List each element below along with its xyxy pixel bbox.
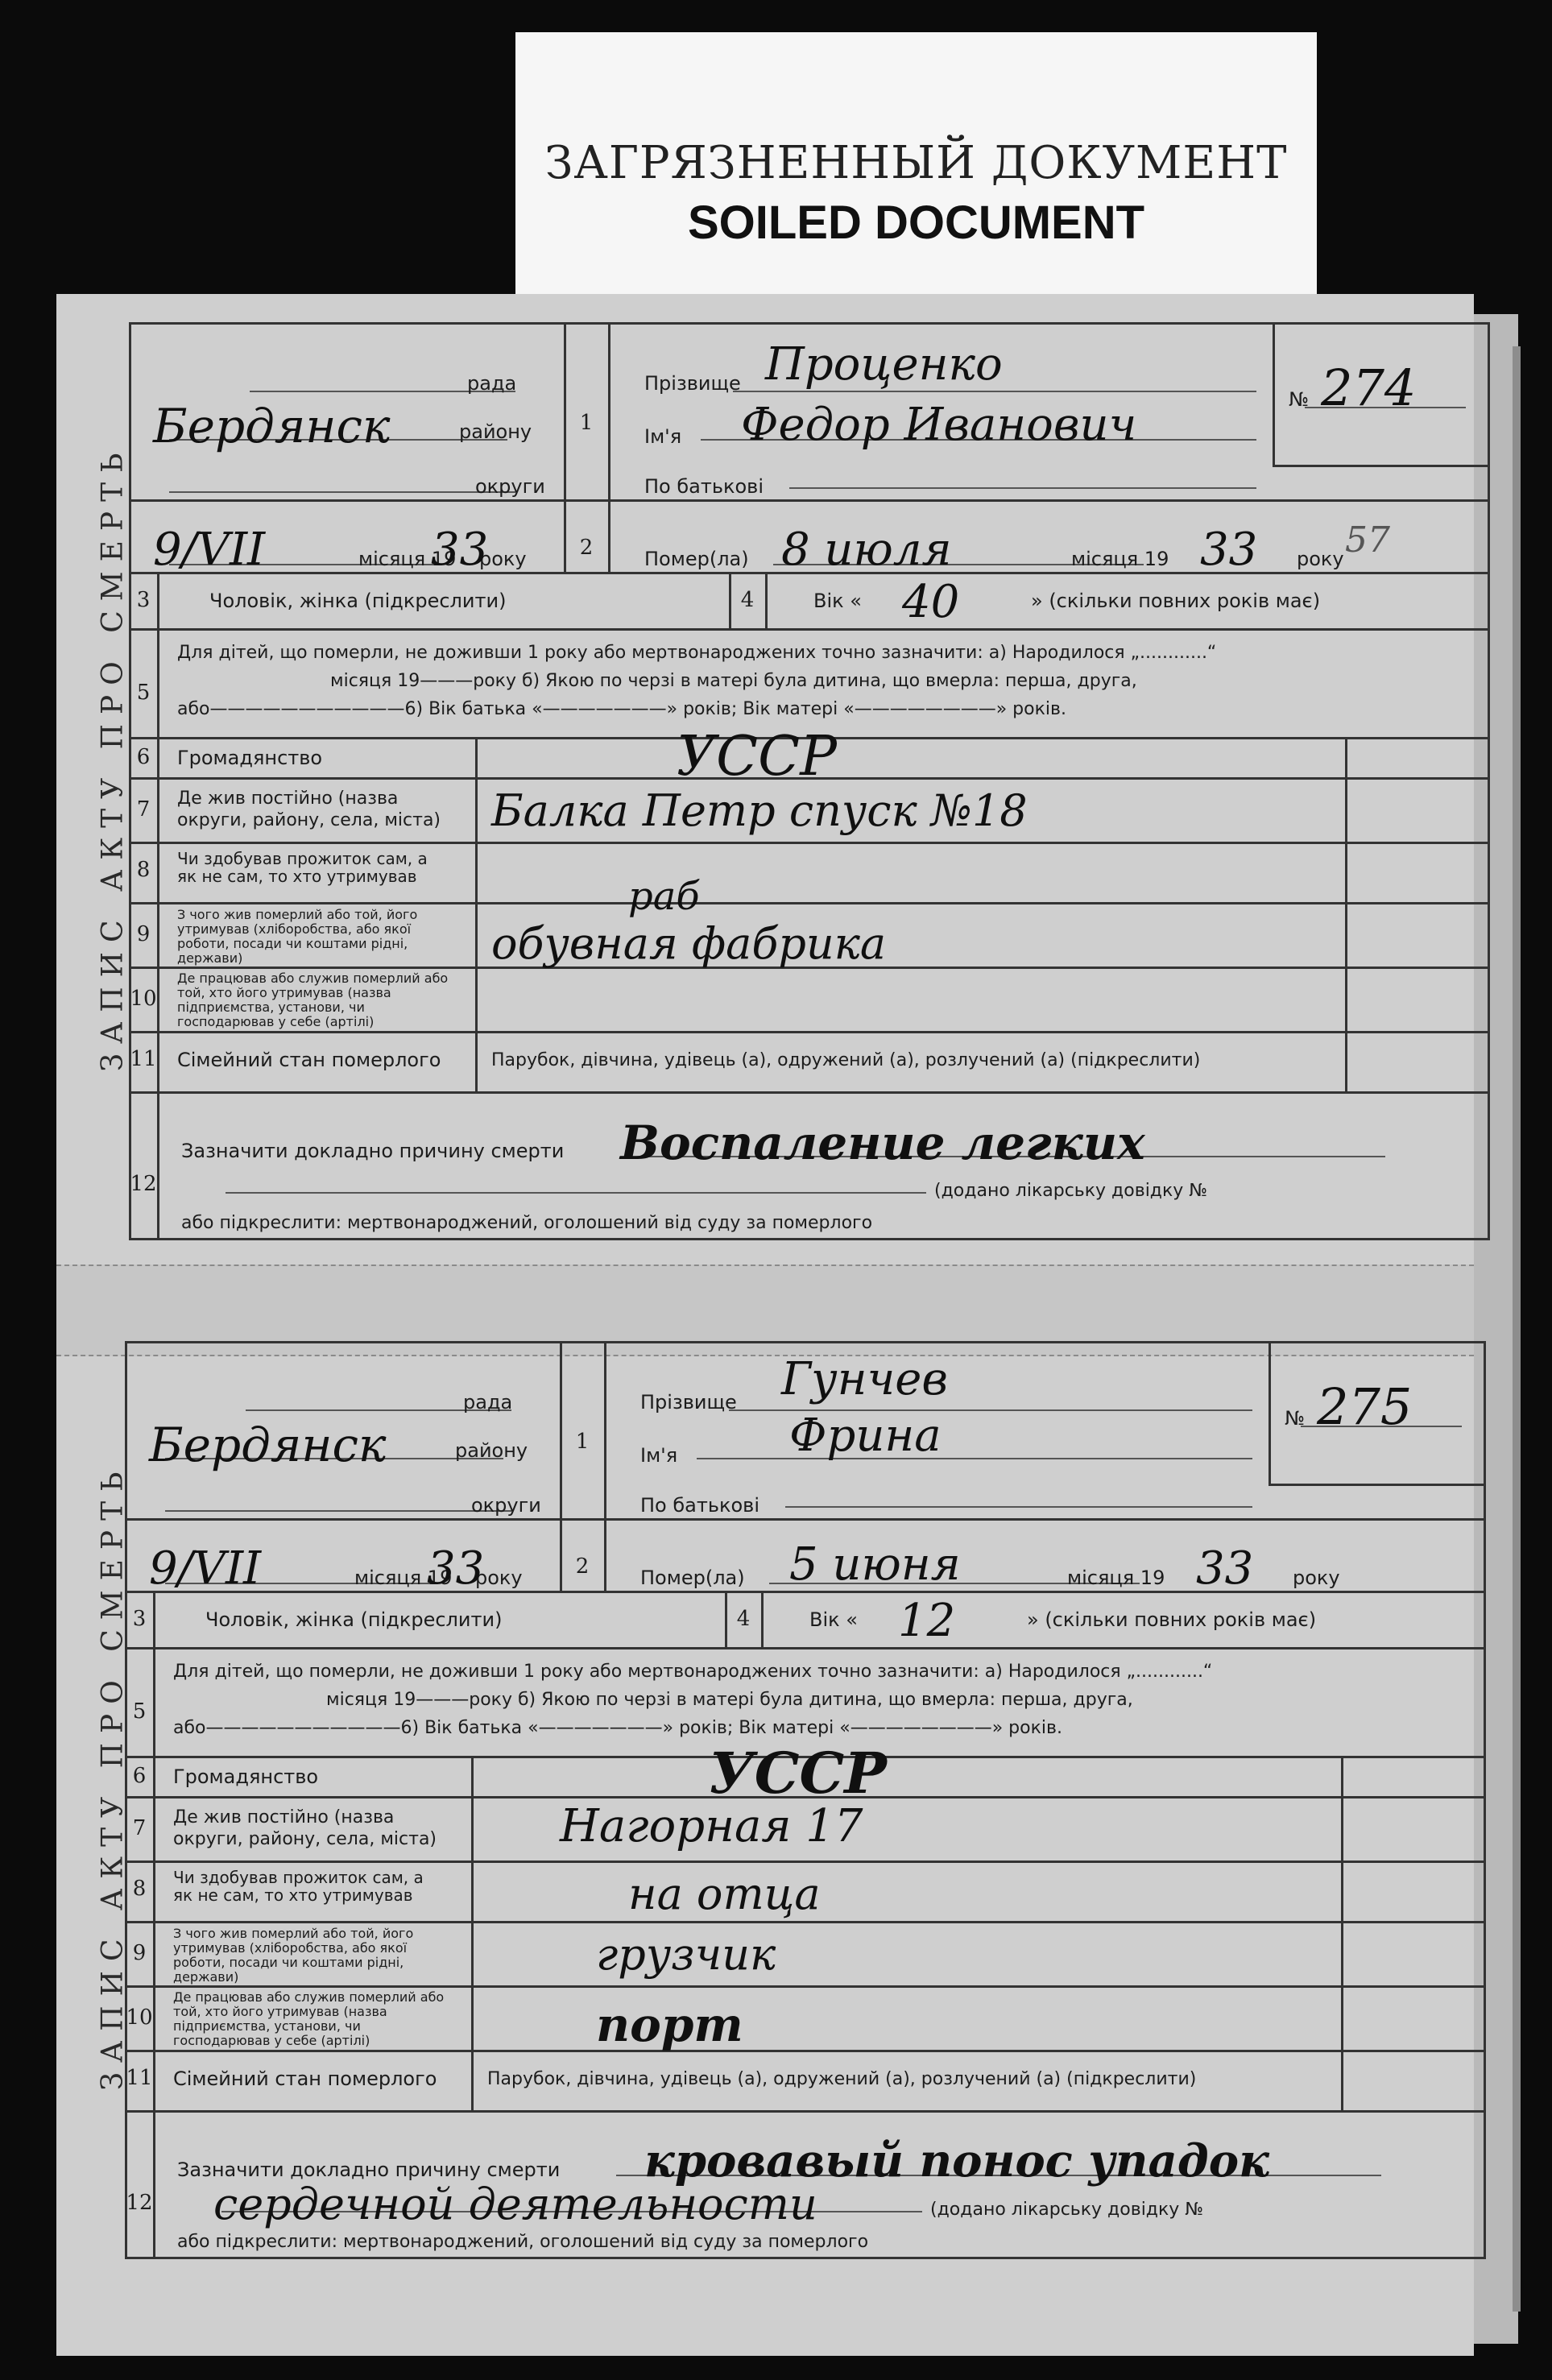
label-citizenship: Громадянство: [173, 1765, 319, 1788]
label-marital-options: Парубок, дівчина, удівець (а), одружений (а), розлучений (а) (підкреслити): [487, 2069, 1197, 2089]
death-date: 8 июля: [781, 524, 952, 576]
label-work: Де працював або служив померлий або той, хто його утримував (назва підприємства, установи, чи господарював у себе (артілі): [173, 1989, 445, 2048]
given-name: Федор Иванович: [741, 399, 1137, 451]
workplace: порт: [596, 1997, 743, 2052]
residence: Нагорная 17: [560, 1800, 863, 1852]
label-marital-options: Парубок, дівчина, удівець (а), одружений (а), розлучений (а) (підкреслити): [491, 1050, 1201, 1070]
label-patronymic: По батькові: [644, 475, 764, 498]
label-marital: Сімейний стан померлого: [177, 1049, 441, 1071]
label-cause: Зазначити докладно причину смерти: [181, 1140, 565, 1162]
citizenship: УССР: [709, 1740, 887, 1807]
label-rada: рада: [467, 372, 517, 395]
label-record-no: №: [1289, 388, 1309, 411]
label-died-year: року: [1297, 548, 1344, 570]
side-title: ЗАПИС АКТУ ПРО СМЕРТЬ: [96, 1462, 130, 2091]
record-number: 274: [1321, 358, 1417, 417]
label-livelihood: Чи здобував прожиток сам, а як не сам, то хто утримував: [173, 1868, 424, 1905]
label-raion: району: [455, 1439, 528, 1462]
label-okrug: округи: [471, 1494, 541, 1517]
death-year: 33: [1196, 1542, 1254, 1595]
label-month-year: місяця 19: [354, 1567, 453, 1589]
label-cause-doc: (додано лікарську довідку №: [930, 2200, 1204, 2220]
label-age-suffix: » (скільки повних років має): [1027, 1608, 1317, 1631]
label-died: Помер(ла): [644, 548, 749, 570]
label-residence: Де жив постійно (назва округи, району, села, міста): [177, 789, 441, 830]
age: 12: [898, 1595, 956, 1647]
reg-date: 9/VII: [149, 1542, 262, 1595]
label-residence: Де жив постійно (назва округи, району, села, міста): [173, 1807, 437, 1849]
place: Бердянск: [149, 1418, 387, 1472]
label-sex: Чоловік, жінка (підкреслити): [205, 1608, 503, 1631]
death-record-form-2: ЗАПИС АКТУ ПРО СМЕРТЬ рада району округи 1 2 Прізвище Ім'я По батькові № місяця 19 року Помер(ла) місяця 19 року 3 Чоловік, жінка (підкреслити) 4 Вік « » (скільки повних років має) 5 Для дітей, що померли, не доживши 1 року або мертвонароджених точно зазначити: а) Народилося „............“ місяця 19———року б) Якою по черзі в матері була дитина, що вмерла: перша, друга, або———————————6) Вік батька «———————» років; Вік матері «————————» років. 6 Громадянство 7 Де жив постійно (назва округи, району, села, міста) 8 Чи здобував прожиток сам, а як не сам, то хто утримував 9 З чого жив померлий або той, його утримував (хліборобства, або якої роботи, посади чи коштами рідні, держави) 10 Де працював або служив померлий або той, хто його утримував (назва підприємства, установи, чи господарював у себе (артілі) 11 Сімейний стан померлого Парубок, дівчина, удівець (а), одружений (а), розлучений (а) (підкреслити) 12 Зазначити докладно причину смерти (додано лікарську довідку № або підкреслити: мертвонароджений, оголошений від суду за померлого 275 Бердянск 9/VII 33 Гунчев Фрина 5 июня 33 12 УССР Нагорная 17 на отца грузчик порт кровавый понос упадок сердечной деятельности: [64, 1341, 1426, 2259]
label-age-suffix: » (скільки повних років має): [1031, 590, 1321, 612]
reg-year: 33: [427, 1542, 485, 1595]
income-source: грузчик: [596, 1929, 776, 1980]
label-record-no: №: [1285, 1407, 1305, 1430]
label-died-month: місяця 19: [1071, 548, 1169, 570]
soiled-document-label: [515, 32, 1317, 298]
label-died-month: місяця 19: [1067, 1567, 1165, 1589]
place: Бердянск: [153, 399, 391, 453]
label-name: Ім'я: [640, 1444, 678, 1467]
label-title-ru: ЗАГРЯЗНЕННЫЙ ДОКУМЕНТ: [544, 137, 1288, 189]
label-patronymic: По батькові: [640, 1494, 759, 1517]
label-work: Де працював або служив померлий або той, хто його утримував (назва підприємства, установи, чи господарював у себе (артілі): [177, 971, 449, 1029]
death-year: 33: [1200, 524, 1258, 576]
income-source: обувная фабрика: [491, 918, 887, 969]
cause-of-death-cont: сердечной деятельности: [213, 2179, 817, 2229]
label-died: Помер(ла): [640, 1567, 745, 1589]
death-date: 5 июня: [789, 1538, 961, 1591]
label-died-year: року: [1293, 1567, 1340, 1589]
label-cause-alt: або підкреслити: мертвонароджений, оголошений від суду за померлого: [177, 2232, 869, 2252]
margin-note: 57: [1345, 519, 1390, 561]
label-age: Вік «: [813, 590, 862, 612]
record-number: 275: [1317, 1377, 1413, 1436]
label-citizenship: Громадянство: [177, 747, 323, 769]
label-cause-doc: (додано лікарську довідку №: [934, 1181, 1208, 1201]
label-cause-alt: або підкреслити: мертвонароджений, оголошений від суду за померлого: [181, 1213, 873, 1233]
given-name: Фрина: [789, 1409, 942, 1462]
label-surname: Прізвище: [640, 1391, 737, 1414]
label-rada: рада: [463, 1391, 513, 1414]
reg-year: 33: [431, 524, 489, 576]
age: 40: [902, 576, 960, 628]
label-cause: Зазначити докладно причину смерти: [177, 2159, 561, 2181]
surname: Гунчев: [781, 1353, 949, 1405]
residence: Балка Петр спуск №18: [491, 785, 1028, 836]
label-month-year: місяця 19: [358, 548, 457, 570]
label-title-en: SOILED DOCUMENT: [687, 197, 1145, 249]
label-income: З чого жив померлий або той, його утримував (хліборобства, або якої роботи, посади чи коштами рідні, держави): [177, 907, 418, 966]
label-livelihood: Чи здобував прожиток сам, а як не сам, то хто утримував: [177, 849, 428, 886]
side-title: ЗАПИС АКТУ ПРО СМЕРТЬ: [96, 443, 130, 1072]
death-record-form-1: ЗАПИС АКТУ ПРО СМЕРТЬ рада району округи 1 2 Прізвище Ім'я По батькові № місяця 19 року Помер(ла) місяця 19 року 3 Чоловік, жінка (підкреслити) 4 Вік « » (скільки повних років має) 5 Для дітей, що померли, не доживши 1 року або мертвонароджених точно зазначити: а) Народилося „............“ місяця 19———року б) Якою по черзі в матері була дитина, що вмерла: перша, друга, або———————————6) Вік батька «———————» років; Вік матері «————————» років. 6 Громадянство 7 Де жив постійно (назва округи, району, села, міста) 8 Чи здобував прожиток сам, а як не сам, то хто утримував 9 З чого жив померлий або той, його утримував (хліборобства, або якої роботи, посади чи коштами рідні, держави) 10 Де працював або служив померлий або той, хто його утримував (назва підприємства, установи, чи господарював у себе (артілі) 11 Сімейний стан померлого Парубок, дівчина, удівець (а), одружений (а), розлучений (а) (підкреслити) 12 Зазначити докладно причину смерти (додано лікарську довідку № або підкреслити: мертвонароджений, оголошений від суду за померлого 274 Бердянск 9/VII 33 Проценко Федор Иванович 8 июля 33 40 УССР Балка Петр спуск №18 раб обувная фабрика Воспаление легких: [64, 322, 1426, 1240]
label-surname: Прізвище: [644, 372, 741, 395]
reg-date: 9/VII: [153, 524, 266, 576]
livelihood: на отца: [628, 1869, 821, 1919]
label-sex: Чоловік, жінка (підкреслити): [209, 590, 507, 612]
label-year: року: [479, 548, 527, 570]
citizenship: УССР: [677, 725, 837, 789]
label-okrug: округи: [475, 475, 545, 498]
cause-of-death: кровавый понос упадок: [644, 2134, 1269, 2188]
label-income: З чого жив померлий або той, його утримував (хліборобства, або якої роботи, посади чи коштами рідні, держави): [173, 1926, 414, 1985]
cause-of-death: Воспаление легких: [620, 1115, 1145, 1170]
label-name: Ім'я: [644, 425, 682, 448]
label-raion: району: [459, 420, 532, 443]
label-marital: Сімейний стан померлого: [173, 2067, 437, 2090]
livelihood: раб: [628, 874, 700, 919]
label-year: року: [475, 1567, 523, 1589]
label-age: Вік «: [809, 1608, 858, 1631]
surname: Проценко: [765, 338, 1003, 391]
paper-edge-shadow: [1513, 346, 1521, 2312]
